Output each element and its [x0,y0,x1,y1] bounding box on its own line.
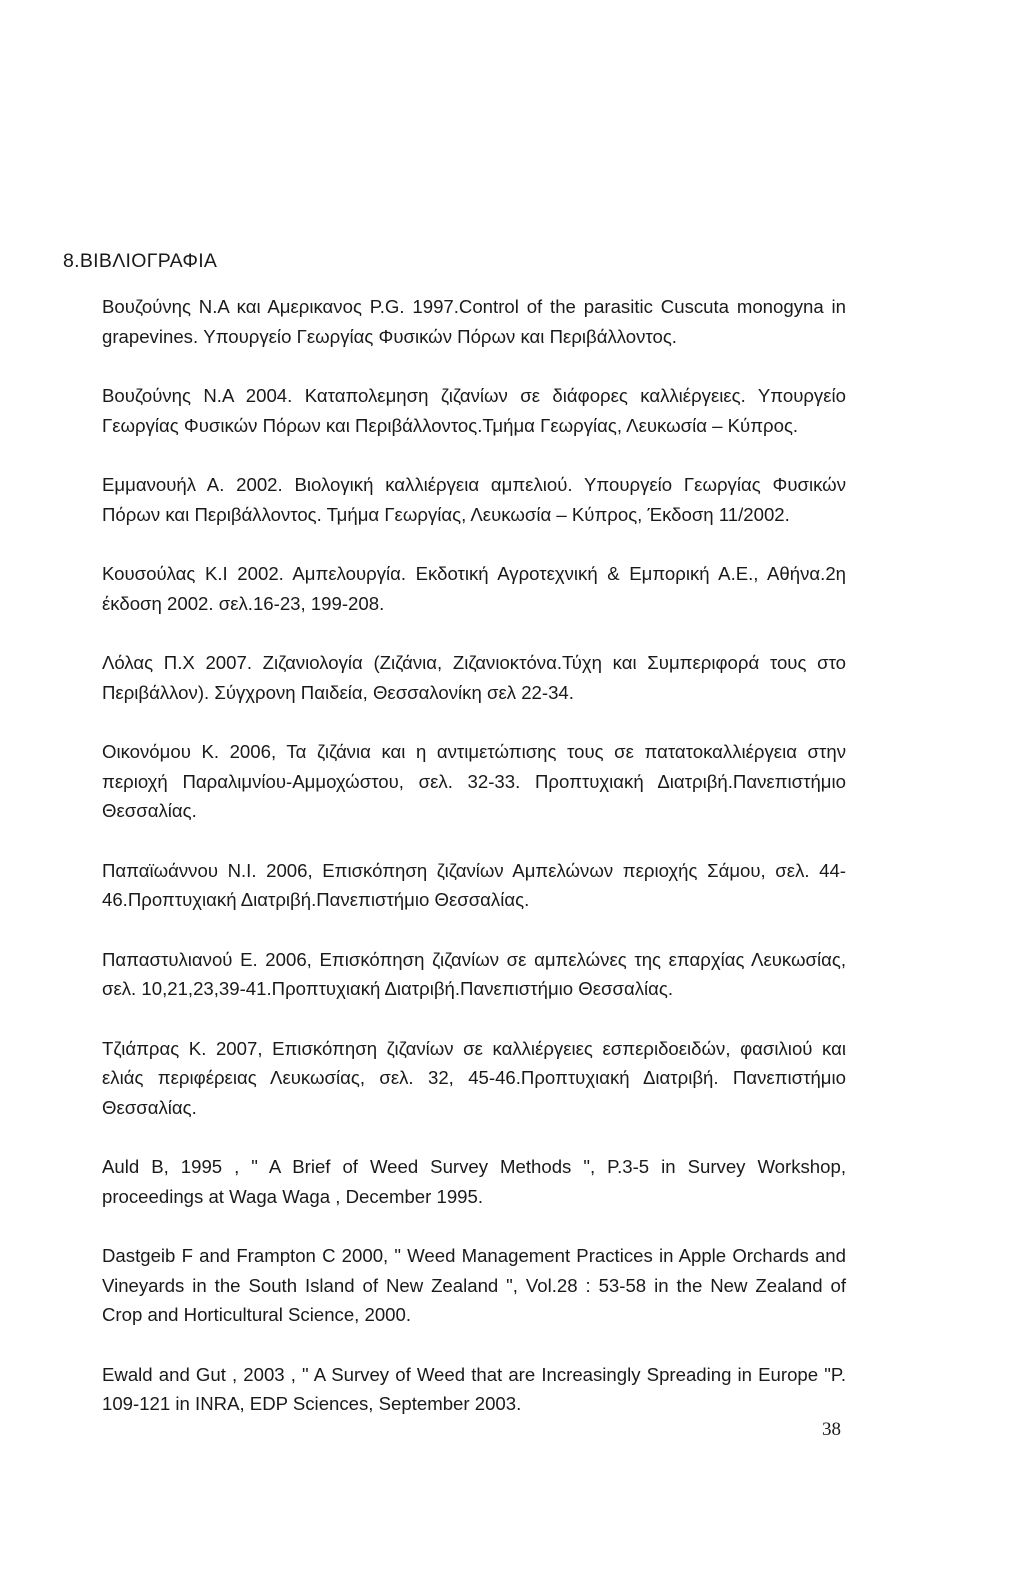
reference-item: Τζιάπρας Κ. 2007, Επισκόπηση ζιζανίων σε καλλιέργειες εσπεριδοειδών, φασιλιού και ελιάς περιφέρειας Λευκωσίας, σελ. 32, 45-46.Προπτυχιακή Διατριβή. Πανεπιστήμιο Θεσσαλίας. [102,1037,846,1118]
reference-item: Παπαϊωάννου Ν.Ι. 2006, Επισκόπηση ζιζανίων Αμπελώνων περιοχής Σάμου, σελ. 44-46.Προπτυχιακή Διατριβή.Πανεπιστήμιο Θεσσαλίας. [102,859,846,910]
reference-item: Βουζούνης Ν.Α 2004. Καταπολεμηση ζιζανίων σε διάφορες καλλιέργειες. Υπουργείο Γεωργίας Φυσικών Πόρων και Περιβάλλοντος.Τμήμα Γεωργίας, Λευκωσία – Κύπρος. [102,385,846,436]
reference-item: Παπαστυλιανού Ε. 2006, Επισκόπηση ζιζανίων σε αμπελώνες της επαρχίας Λευκωσίας, σελ. 10,21,23,39-41.Προπτυχιακή Διατριβή.Πανεπιστήμιο Θεσσαλίας. [102,948,846,999]
bibliography-list [102,292,846,1419]
reference-item: Dastgeib F and Frampton C 2000, ʺ Weed Management Practices in Apple Orchards and Vineyards in the South Island of New Zealand ʺ, Vol.28 : 53-58 in the New Zealand of Crop and Horticultural Science, 2000. [102,1245,846,1325]
section-heading: 8.ΒΙΒΛΙΟΓΡΑΦΙΑ [63,250,218,272]
reference-item: Ewald and Gut , 2003 , ʺ A Survey of Weed that are Increasingly Spreading in Europe ʺP. 109-121 in INRA, EDP Sciences, September 2003. [102,1363,846,1414]
reference-item: Βουζούνης Ν.Α και Αμερικανος P.G. 1997.Control of the parasitic Cuscuta monogyna in grapevines. Υπουργείο Γεωργίας Φυσικών Πόρων και Περιβάλλοντος. [102,296,846,347]
reference-item: Εμμανουήλ Α. 2002. Βιολογική καλλιέργεια αμπελιού. Υπουργείο Γεωργίας Φυσικών Πόρων και Περιβάλλοντος. Τμήμα Γεωργίας, Λευκωσία – Κύπρος, Έκδοση 11/2002. [102,474,846,525]
reference-item: Κουσούλας Κ.Ι 2002. Αμπελουργία. Εκδοτική Αγροτεχνική & Εμπορική Α.Ε., Αθήνα.2η έκδοση 2002. σελ.16-23, 199-208. [102,563,846,614]
page-number: 38 [822,1419,841,1440]
reference-item: Οικονόμου Κ. 2006, Τα ζιζάνια και η αντιμετώπισης τους σε πατατοκαλλιέργεια στην περιοχή Παραλιμνίου-Αμμοχώστου, σελ. 32-33. Προπτυχιακή Διατριβή.Πανεπιστήμιο Θεσσαλίας. [102,741,846,821]
reference-item: Auld B, 1995 , ʺ A Brief of Weed Survey Methods ʺ, P.3-5 in Survey Workshop, proceedings at Waga Waga , December 1995. [102,1156,846,1207]
reference-item: Λόλας Π.Χ 2007. Ζιζανιολογία (Ζιζάνια, Ζιζανιοκτόνα.Τύχη και Συμπεριφορά τους στο Περιβάλλον). Σύγχρονη Παιδεία, Θεσσαλονίκη σελ 22-34. [102,652,846,703]
